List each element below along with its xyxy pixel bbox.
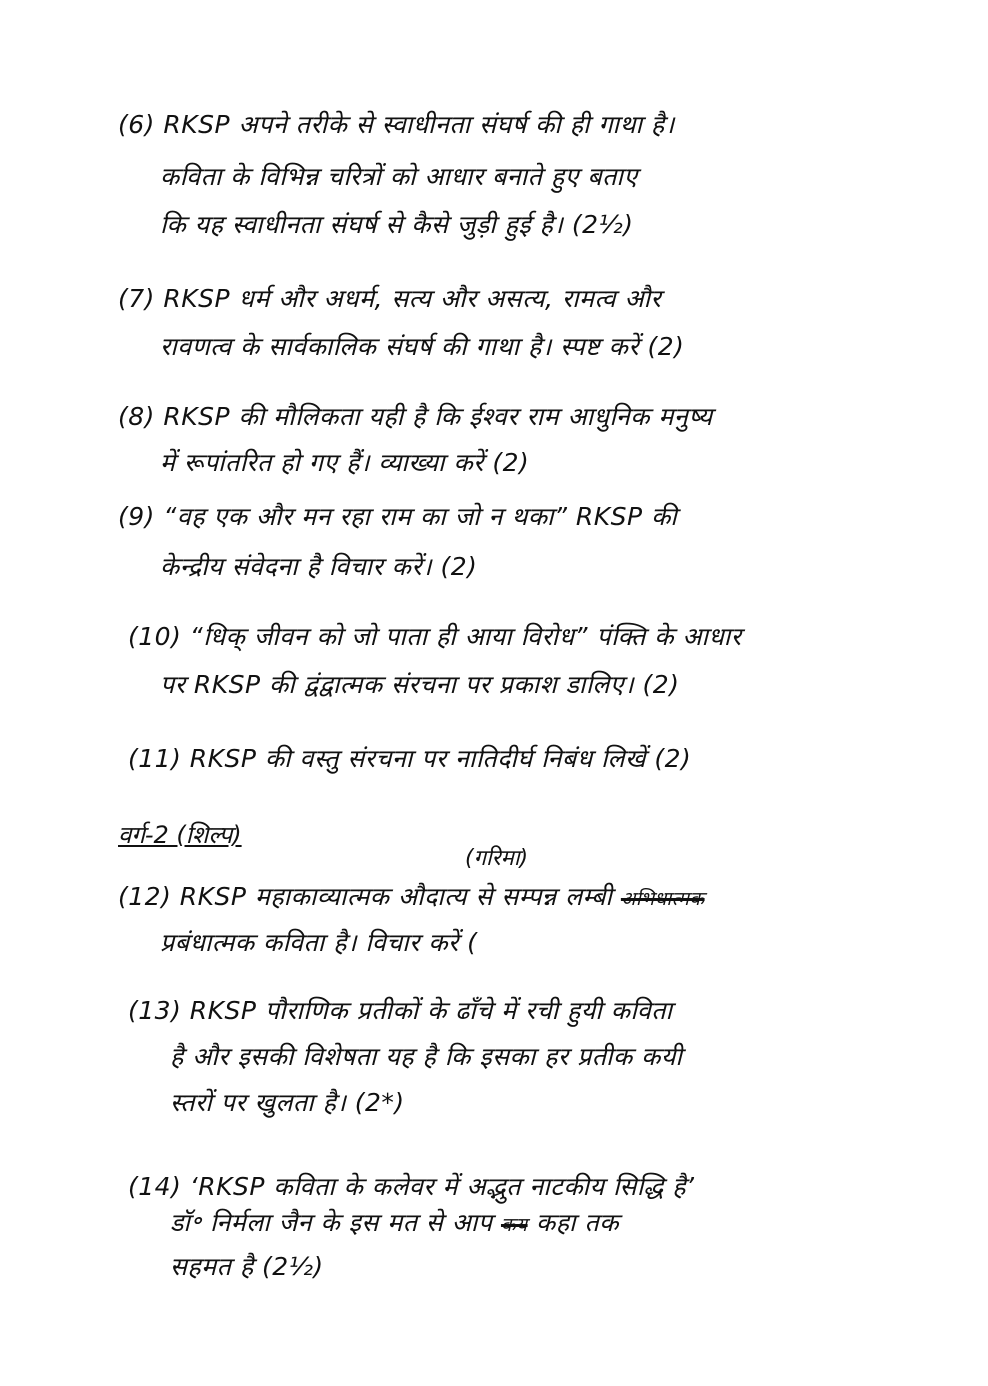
q10-line-1: (10) “धिक् जीवन को जो पाता ही आया विरोध” पंक्ति के आधार xyxy=(128,622,742,651)
q12-line-2: प्रबंधात्मक कविता है। विचार करें ( xyxy=(160,928,478,957)
insert-note: (गरिमा) xyxy=(465,846,529,871)
q14-line-1: (14) ‘RKSP कविता के कलेवर में अद्भुत नाटकीय सिद्धि है’ xyxy=(128,1172,695,1201)
q8-line-1: (8) RKSP की मौलिकता यही है कि ईश्वर राम आधुनिक मनुष्य xyxy=(118,402,713,431)
q8-line-2: में रूपांतरित हो गए हैं। व्याख्या करें (2) xyxy=(160,448,530,477)
q14-text-b: कहा तक xyxy=(536,1208,619,1237)
q14-struck-word: कय xyxy=(500,1214,528,1236)
q9-line-2: केन्द्रीय संवेदना है विचार करें। (2) xyxy=(160,552,478,581)
q7-line-1: (7) RKSP धर्म और अधर्म, सत्य और असत्य, रामत्व और xyxy=(118,284,662,313)
q12-text: (12) RKSP महाकाव्यात्मक औदात्य से सम्पन्न लम्बी xyxy=(118,882,613,911)
q12-struck-word: अभिधात्मक xyxy=(620,888,705,910)
q10-line-2: पर RKSP की द्वंद्वात्मक संरचना पर प्रकाश डालिए। (2) xyxy=(160,670,680,699)
q6-line-2: कविता के विभिन्न चरित्रों को आधार बनाते हुए बताए xyxy=(160,162,638,191)
q12-line-1 xyxy=(118,880,705,916)
q14-line-2 xyxy=(170,1206,619,1242)
section-heading: वर्ग-2 (शिल्प) xyxy=(118,821,242,849)
q13-line-1: (13) RKSP पौराणिक प्रतीकों के ढाँचे में रची हुयी कविता xyxy=(128,996,673,1025)
q6-line-3: कि यह स्वाधीनता संघर्ष से कैसे जुड़ी हुई है। (2½) xyxy=(160,210,634,239)
q9-line-1: (9) “वह एक और मन रहा राम का जो न थका” RKSP की xyxy=(118,502,678,531)
q11-line-1: (11) RKSP की वस्तु संरचना पर नातिदीर्घ निबंध लिखें (2) xyxy=(128,744,692,773)
q14-text-a: डॉ॰ निर्मला जैन के इस मत से आप xyxy=(170,1208,493,1237)
q6-line-1: (6) RKSP अपने तरीके से स्वाधीनता संघर्ष की ही गाथा है। xyxy=(118,110,675,139)
q13-line-2: है और इसकी विशेषता यह है कि इसका हर प्रतीक कयी xyxy=(170,1042,683,1071)
q13-line-3: स्तरों पर खुलता है। (2*) xyxy=(170,1088,405,1117)
q14-line-3: सहमत है (2½) xyxy=(170,1252,324,1281)
q7-line-2: रावणत्व के सार्वकालिक संघर्ष की गाथा है। स्पष्ट करें (2) xyxy=(160,332,685,361)
